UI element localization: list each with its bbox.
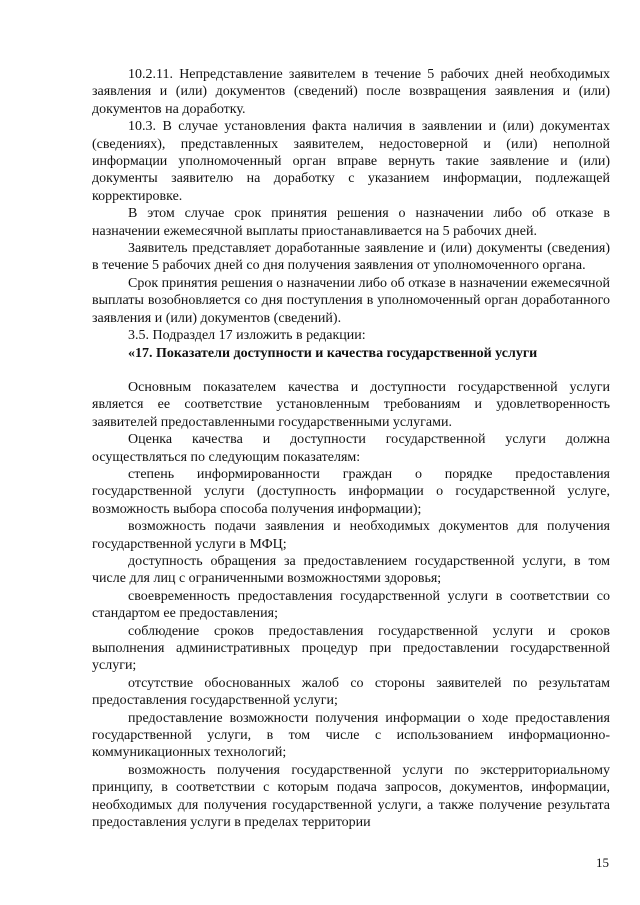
section-heading: «17. Показатели доступности и качества государственной услуги <box>128 345 538 361</box>
paragraph-suspension: В этом случае срок принятия решения о назначении либо об отказе в назначении ежемесячной выплаты приостанавливается на 5 рабочих дней. <box>92 206 610 239</box>
indicator-item: предоставление возможности получения информации о ходе предоставления государственной услуги, в том числе с использованием информационно-коммуникационных технологий; <box>92 710 610 761</box>
paragraph-main-indicator: Основным показателем качества и доступности государственной услуги является ее соответствие установленным требованиям и удовлетворенность заявителей предоставленными государственными услугами. <box>92 379 610 430</box>
page-number: 15 <box>596 855 609 870</box>
indicator-item: своевременность предоставления государственной услуги в соответствии со стандартом ее предоставления; <box>92 588 610 622</box>
indicator-item: доступность обращения за предоставлением государственной услуги, в том числе для лиц с ограниченными возможностями здоровья; <box>92 553 610 587</box>
indicator-item: соблюдение сроков предоставления государственной услуги и сроков выполнения административных процедур при предоставлении государственной услуги; <box>92 623 610 674</box>
indicator-item: степень информированности граждан о порядке предоставления государственной услуги (доступность информации о государственной услуге, возможность выбора способа получения информации); <box>92 466 610 517</box>
indicator-item: отсутствие обоснованных жалоб со стороны заявителей по результатам предоставления государственной услуги; <box>92 675 610 709</box>
paragraph-3-5: 3.5. Подраздел 17 изложить в редакции: <box>128 328 366 344</box>
indicator-item: возможность получения государственной услуги по экстерриториальному принципу, в соответствии с которым подача запросов, документов, информации, необходимых для получения государственной услуги, а также получение результата предоставления услуги в пределах территории <box>92 762 610 831</box>
paragraph-10-3: 10.3. В случае установления факта наличия в заявлении и (или) документах (сведениях), представленных заявителем, недостоверной и (или) неполной информации уполномоченный орган вправе вернуть такие заявление и (или) документы заявителю на доработку с указанием информации, подлежащей корректировке. <box>92 119 610 204</box>
document-page <box>92 66 610 831</box>
paragraph-10-2-11: 10.2.11. Непредставление заявителем в течение 5 рабочих дней необходимых заявления и (или) документов (сведений) после возвращения заявления и (или) документов на доработку. <box>92 67 610 117</box>
paragraph-assessment: Оценка качества и доступности государственной услуги должна осуществляться по следующим показателям: <box>92 432 610 465</box>
paragraph-resubmission: Заявитель представляет доработанные заявление и (или) документы (сведения) в течение 5 рабочих дней со дня получения заявления от уполномоченного органа. <box>92 241 610 274</box>
indicator-item: возможность подачи заявления и необходимых документов для получения государственной услуги в МФЦ; <box>92 519 610 552</box>
paragraph-resumption: Срок принятия решения о назначении либо об отказе в назначении ежемесячной выплаты возобновляется со дня поступления в уполномоченный орган доработанного заявления и (или) документов (сведений). <box>92 275 610 326</box>
